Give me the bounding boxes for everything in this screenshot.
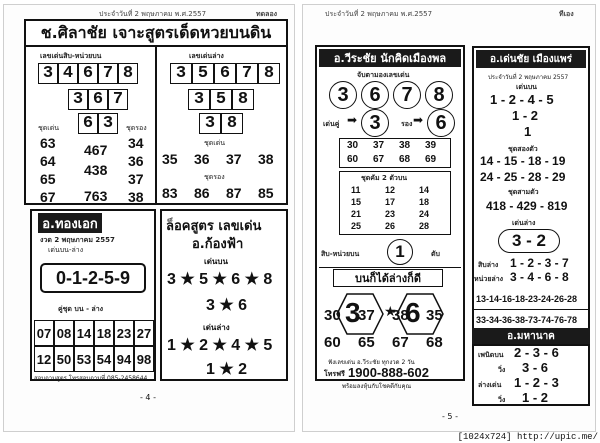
top-line: 1 - 2 - 4 - 5 — [490, 92, 554, 107]
circle-digit: 6 — [361, 81, 389, 109]
big-number: 35 — [426, 307, 443, 324]
number: 34 — [128, 135, 144, 151]
circle-digit: 7 — [393, 81, 421, 109]
number: 15 — [351, 197, 362, 207]
single-digit: 1 — [387, 239, 413, 265]
tens-label: สิบล่าง — [478, 261, 499, 269]
number: 23 — [385, 209, 396, 219]
top-label: เด่นบน — [516, 83, 537, 91]
divider — [474, 309, 588, 310]
column-divider — [155, 47, 157, 205]
number: 67 — [40, 189, 56, 205]
promo-phone: 1900-888-602 — [348, 365, 429, 380]
pair-cell: 27 — [134, 320, 154, 346]
big-number: 65 — [358, 334, 375, 351]
promo-line: ฟังเลขเด่น อ.วีระชัย ทุกงวด 2 วัน — [328, 359, 415, 366]
pair-cell: 94 — [114, 346, 134, 372]
digit-box: 3 — [188, 89, 210, 110]
digit-box: 8 — [118, 63, 138, 84]
star-icon: ★ — [384, 304, 397, 320]
pair-cell: 14 — [74, 320, 94, 346]
pair-cell: 12 — [34, 346, 54, 372]
number: 18 — [419, 197, 430, 207]
number: 37 — [226, 151, 242, 167]
single-suffix: ตับ — [431, 250, 440, 258]
number: 38 — [258, 151, 274, 167]
arrow-icon: ➡ — [413, 113, 424, 127]
list-line: 33-34-36-38-73-74-76-78 — [476, 315, 578, 325]
digit-box: 7 — [108, 89, 128, 110]
pair-cell: 18 — [94, 320, 114, 346]
bottom-pair: 1 ★ 2 — [206, 361, 248, 378]
digit-box: 3 — [38, 63, 58, 84]
digit-box: 6 — [78, 113, 98, 134]
number: 87 — [226, 185, 242, 201]
digit-box: 6 — [78, 63, 98, 84]
maha-line: 3 - 6 — [522, 360, 549, 375]
three-label: ชุดสามตัว — [508, 188, 539, 196]
page-number: - 4 - — [140, 393, 156, 402]
number: 438 — [84, 162, 108, 178]
big-number: 38 — [392, 307, 409, 324]
number: 65 — [40, 171, 56, 187]
circle-digit: 8 — [425, 81, 453, 109]
left-page — [3, 4, 295, 432]
digit-box: 8 — [221, 113, 243, 134]
pair-cell: 08 — [54, 320, 74, 346]
pair-digit-b: 6 — [427, 109, 455, 137]
banner: บนก็ได้ล่างก็ดี — [333, 269, 443, 287]
title-right: อ.เด่นชัย เมืองแพร่ — [476, 50, 586, 68]
col-left-label: เลขเด่นสิบ-หน่วยบน — [40, 52, 102, 60]
number: 25 — [351, 221, 362, 231]
pair-cell: 50 — [54, 346, 74, 372]
right-set-label: ชุดเด่น — [204, 139, 226, 147]
top-label: เด่นบน — [204, 257, 228, 266]
pair-label: เด่นคู่ — [323, 120, 340, 128]
maha-line: 1 - 2 — [522, 390, 549, 405]
brand-sub: เด่นบน-ล่าง — [48, 246, 84, 254]
maha-title: อ.มหานาค — [472, 328, 590, 344]
top-digits: 3 ★ 5 ★ 6 ★ 8 — [167, 271, 273, 288]
pairs-line: 14 - 15 - 18 - 19 — [480, 154, 566, 168]
maha-line: 1 - 2 - 3 — [514, 375, 559, 390]
big-number: 68 — [426, 334, 443, 351]
number: 36 — [194, 151, 210, 167]
watermark: [1024x724] http://upic.me/ — [457, 432, 598, 442]
right-column-layer — [302, 4, 596, 432]
promo-phone-label: โทรฟรี — [324, 370, 345, 378]
number: 68 — [399, 154, 411, 165]
pair-cell: 98 — [134, 346, 154, 372]
set-label: ชุดสองตัว — [508, 145, 538, 153]
pair-mid-label: รอง — [401, 120, 413, 128]
top-line: 1 - 2 — [512, 108, 539, 123]
brand-digits: 0-1-2-5-9 — [40, 263, 146, 293]
number: 467 — [84, 142, 108, 158]
set-label: ชุดเด่น — [38, 124, 60, 132]
circle-digit: 3 — [329, 81, 357, 109]
single-label: สิบ-หน่วยบน — [321, 250, 360, 258]
digit-box: 5 — [210, 89, 232, 110]
page-number: - 5 - — [442, 412, 458, 421]
right-set-label-2: ชุดรอง — [204, 173, 225, 181]
top-pair: 3 ★ 6 — [206, 297, 248, 314]
number: 28 — [419, 221, 430, 231]
number: 64 — [40, 153, 56, 169]
bottom-digits: 1 ★ 2 ★ 4 ★ 5 — [167, 337, 273, 354]
pair-cell: 53 — [74, 346, 94, 372]
number: 11 — [351, 185, 361, 195]
digit-box: 6 — [88, 89, 108, 110]
header-date: ประจำวันที่ 2 พฤษภาคม พ.ศ.2557 — [99, 10, 207, 18]
lock-title: ล็อคสูตร เลขเด่น — [166, 219, 262, 234]
maha-label: ล่างเด่น — [478, 381, 502, 389]
header-date: ประจำวันที่ 2 พฤษภาคม พ.ศ.2557 — [325, 10, 433, 18]
number: 12 — [385, 185, 396, 195]
hex-digit-b: 6 — [405, 297, 421, 328]
header-tag: ทีเอง — [559, 10, 574, 18]
pair-digit-a: 3 — [361, 109, 389, 137]
digit-box: 8 — [258, 63, 280, 84]
date-right: ประจำวันที่ 2 พฤษภาคม 2557 — [488, 74, 569, 81]
maha-line: 2 - 3 - 6 — [514, 345, 559, 360]
units-line: 3 - 4 - 6 - 8 — [510, 270, 569, 284]
number: 26 — [385, 221, 396, 231]
brand-date: งวด 2 พฤษภาคม 2557 — [40, 236, 115, 244]
pairs-line: 24 - 25 - 28 - 29 — [480, 170, 566, 184]
number: 30 — [347, 140, 359, 151]
big-number: 67 — [392, 334, 409, 351]
number: 17 — [385, 197, 396, 207]
top-line: 1 — [524, 124, 532, 139]
number: 86 — [194, 185, 210, 201]
brand-pairs-label: คู่ชุด บน - ล่าง — [58, 305, 104, 313]
number: 38 — [128, 189, 144, 205]
units-label: หน่วยล่าง — [474, 275, 504, 283]
number: 14 — [419, 185, 430, 195]
number: 38 — [399, 140, 411, 151]
number: 67 — [373, 154, 385, 165]
number: 21 — [351, 209, 362, 219]
number: 63 — [40, 135, 56, 151]
brand-title: อ.ทองเอก — [38, 213, 102, 233]
digit-box: 5 — [192, 63, 214, 84]
digit-box: 4 — [58, 63, 78, 84]
arrow-icon: ➡ — [347, 113, 358, 127]
maha-label: วิ่ง — [498, 396, 506, 404]
pair-cell: 07 — [34, 320, 54, 346]
maha-label: วิ่ง — [498, 366, 506, 374]
digit-box: 7 — [98, 63, 118, 84]
set-label-2: ชุดรอง — [126, 124, 147, 132]
number: 60 — [347, 154, 359, 165]
tens-line: 1 - 2 - 3 - 7 — [510, 256, 569, 270]
maha-label: เพนิดบน — [478, 351, 504, 359]
number: 83 — [162, 185, 178, 201]
big-number: 30 — [324, 307, 341, 324]
promo-line: พร้อมลงหุ้นกับโชคดีกับคุณ — [342, 383, 412, 390]
number: 85 — [258, 185, 274, 201]
big-number: 60 — [324, 334, 341, 351]
three-line: 418 - 429 - 819 — [486, 199, 568, 213]
header-tag: ทดลอง — [256, 10, 278, 18]
big-number: 37 — [358, 307, 375, 324]
page-title: ช.ศิลาชัย เจาะสูตรเด็ดหวยบนดิน — [26, 21, 286, 47]
number: 39 — [425, 140, 437, 151]
digit-box: 8 — [232, 89, 254, 110]
digit-box: 3 — [68, 89, 88, 110]
number: 36 — [128, 153, 144, 169]
grid-label: ชุดคัม 2 ตัวบน — [361, 174, 408, 182]
digit-box: 3 — [98, 113, 118, 134]
number: 763 — [84, 188, 108, 204]
title-left: อ.วีระชัย นักคิดเมืองพล — [319, 49, 461, 67]
number: 24 — [419, 209, 430, 219]
digit-box: 3 — [199, 113, 221, 134]
number: 37 — [128, 171, 144, 187]
subtitle-left: จับตามองเลขเด่น — [357, 71, 410, 79]
digit-box: 6 — [214, 63, 236, 84]
hex-digit-a: 3 — [345, 297, 361, 328]
digit-box: 7 — [236, 63, 258, 84]
pair-cell: 54 — [94, 346, 114, 372]
lock-sub: อ.ก้องฟ้า — [192, 237, 244, 252]
number: 69 — [425, 154, 437, 165]
digit-box: 3 — [170, 63, 192, 84]
bottom-label: เด่นล่าง — [203, 323, 230, 332]
contact-line: สอบถามสูตร โทรสอบถามที่ 085-2458644 — [34, 375, 148, 382]
number: 37 — [373, 140, 385, 151]
pair-cell: 23 — [114, 320, 134, 346]
number: 35 — [162, 151, 178, 167]
list-line: 13-14-16-18-23-24-26-28 — [476, 294, 578, 304]
col-right-label: เลขเด่นล่าง — [189, 52, 224, 60]
bottom-label: เด่นล่าง — [512, 219, 536, 227]
bottom-pair: 3 - 2 — [498, 229, 560, 253]
